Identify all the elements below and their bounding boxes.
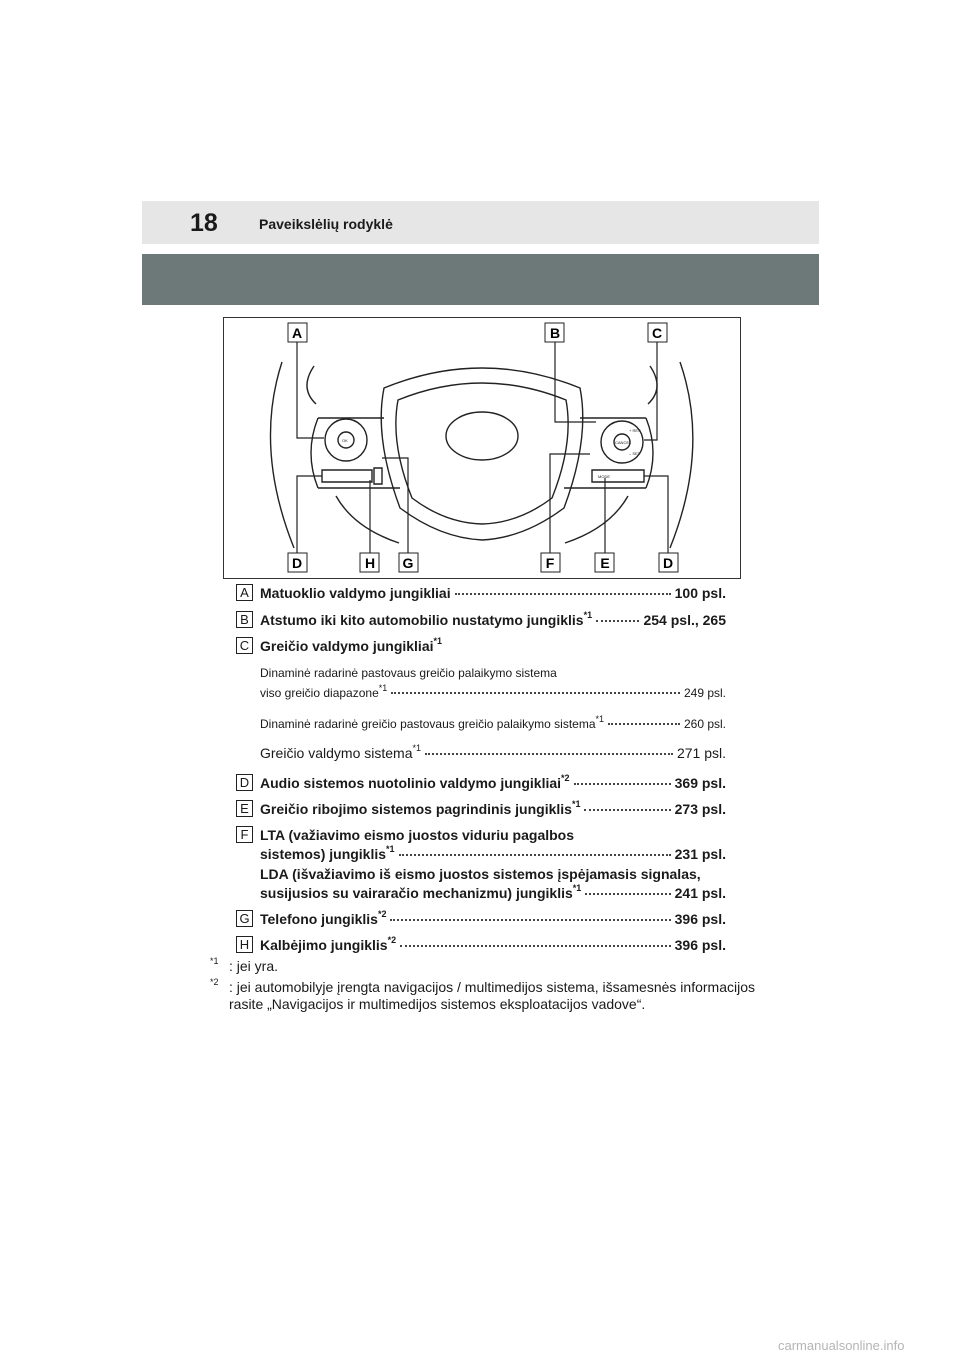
entry-g-label: Telefono jungiklis (260, 911, 378, 927)
callout-d-right (659, 553, 678, 572)
res-button-text: + RES (629, 428, 641, 433)
entry-f-line4 (260, 885, 726, 901)
badge-d: D (236, 774, 253, 791)
badge-g: G (236, 910, 253, 927)
callout-g (399, 553, 418, 572)
entry-c-sub3-label: Greičio valdymo sistema (260, 745, 413, 761)
rim-right-arc (670, 362, 693, 548)
badge-a: A (236, 584, 253, 601)
entry-d (236, 770, 726, 796)
entry-h-page: 396 psl. (674, 937, 726, 953)
badge-e: E (236, 800, 253, 817)
entry-e-label: Greičio ribojimo sistemos pagrindinis jungiklis (260, 801, 572, 817)
entry-g-page: 396 psl. (674, 911, 726, 927)
entry-f-line2 (260, 846, 726, 862)
entry-g-sup: *2 (377, 909, 387, 920)
page-header (142, 201, 819, 244)
entry-f-line2-sup: *1 (386, 844, 395, 855)
svg-text:G: G (402, 555, 414, 571)
entry-f (236, 822, 726, 848)
svg-text:D: D (662, 555, 674, 571)
footnote-2-text: : jei automobilyje įrengta navigacijos / multimedijos sistema, išsamesnės informacijos rasite „Navigacijos ir multimedijos sistemos eksploatacijos vadove“. (229, 979, 755, 1012)
entry-d-label: Audio sistemos nuotolinio valdymo jungikliai (260, 775, 562, 791)
entry-f-line4-page: 241 psl. (674, 885, 726, 901)
svg-text:B: B (549, 325, 561, 341)
entry-d-sup: *2 (561, 773, 570, 784)
entry-c-sub1-page: 249 psl. (683, 686, 726, 700)
entry-c-sub1-line1: Dinaminė radarinė pastovaus greičio palaikymo sistema (260, 666, 557, 680)
page-number: 18 (190, 209, 218, 237)
left-spoke (311, 418, 400, 488)
entry-e (236, 796, 726, 822)
leader-c (644, 340, 657, 440)
entry-f-line2-page: 231 psl. (674, 846, 726, 862)
entry-b-label: Atstumo iki kito automobilio nustatymo jungiklis (260, 612, 584, 628)
entry-b (236, 607, 726, 633)
callout-e (595, 553, 614, 572)
entry-e-page: 273 psl. (674, 801, 726, 817)
set-button-text: – SET (629, 451, 641, 456)
entry-h-label: Kalbėjimo jungiklis (260, 937, 388, 953)
entry-b-page: 254 psl., 265 (643, 612, 726, 628)
section-band (142, 254, 819, 305)
steering-wheel-illustration (223, 317, 741, 579)
svg-text:C: C (651, 325, 663, 341)
footnote-1-text: : jei yra. (229, 958, 279, 974)
footnotes (210, 958, 770, 1017)
rim-left-arc (270, 362, 294, 548)
airbag-emblem (446, 412, 518, 460)
entry-a (236, 580, 726, 606)
entry-c-label: Greičio valdymo jungikliai (260, 638, 434, 654)
entry-c-sub2 (260, 714, 726, 731)
entry-c-sub2-page: 260 psl. (683, 717, 726, 731)
entry-f-line2-label: sistemos) jungiklis (260, 846, 387, 862)
footnote-1 (210, 958, 770, 975)
entry-f-line4-sup: *1 (572, 883, 582, 894)
header-title: Paveikslėlių rodyklė (259, 216, 393, 232)
entry-f-line4-label: susijusios su vairaračio mechanizmu) jungiklis (260, 885, 573, 901)
entry-c-sub1-sup: *1 (378, 683, 388, 693)
entry-a-label: Matuoklio valdymo jungikliai (260, 585, 451, 601)
callout-b (545, 323, 564, 342)
callout-c (648, 323, 667, 342)
entry-c-sub1 (260, 683, 726, 700)
entry-d-page: 369 psl. (674, 775, 726, 791)
callout-d-left (288, 553, 307, 572)
entry-c-sub1-line2: viso greičio diapazone (260, 686, 379, 700)
leader-a (297, 340, 324, 438)
mode-button-text: MODE (598, 474, 610, 479)
entry-c (236, 633, 726, 659)
rim-right-inner (648, 366, 657, 404)
entry-f-line3: LDA (išvažiavimo iš eismo juostos sistemos įspėjamasis signalas, (260, 866, 701, 882)
badge-h: H (236, 936, 253, 953)
entry-c-sub2-sup: *1 (595, 714, 605, 724)
entry-b-sup: *1 (583, 610, 593, 621)
callout-f (541, 553, 560, 572)
callout-a (288, 323, 307, 342)
leader-f (550, 454, 590, 553)
entry-g (236, 906, 726, 932)
entry-f-line1: LTA (važiavimo eismo juostos viduriu pagalbos (260, 827, 575, 843)
svg-text:D: D (291, 555, 303, 571)
entry-e-sup: *1 (571, 799, 581, 810)
footnote-1-mark: *1 (210, 956, 219, 967)
svg-text:E: E (600, 555, 610, 571)
ok-button-text: OK (342, 438, 348, 443)
entry-c-sub2-label: Dinaminė radarinė greičio pastovaus greičio palaikymo sistema (260, 717, 596, 731)
leader-d-right (644, 476, 668, 553)
entry-c-sub3-sup: *1 (412, 743, 422, 754)
badge-f: F (236, 826, 253, 843)
svg-text:F: F (545, 555, 555, 571)
steering-wheel-diagram (224, 318, 740, 578)
svg-text:A: A (291, 325, 303, 341)
footnote-2-mark: *2 (210, 977, 219, 988)
footnote-2 (210, 979, 770, 1013)
callout-h (360, 553, 379, 572)
watermark: carmanualsonline.info (778, 1338, 905, 1353)
entry-c-sub3-page: 271 psl. (676, 745, 726, 761)
entry-c-sub3 (260, 745, 726, 761)
entry-a-page: 100 psl. (674, 585, 726, 601)
rim-left-inner (307, 366, 316, 404)
svg-text:H: H (364, 555, 376, 571)
cancel-button-text: CANCEL (615, 440, 632, 445)
entry-c-sup: *1 (433, 636, 443, 647)
hub-inner (396, 383, 568, 524)
entry-h-sup: *2 (387, 935, 397, 946)
badge-b: B (236, 611, 253, 628)
badge-c: C (236, 637, 253, 654)
entry-h (236, 932, 726, 958)
